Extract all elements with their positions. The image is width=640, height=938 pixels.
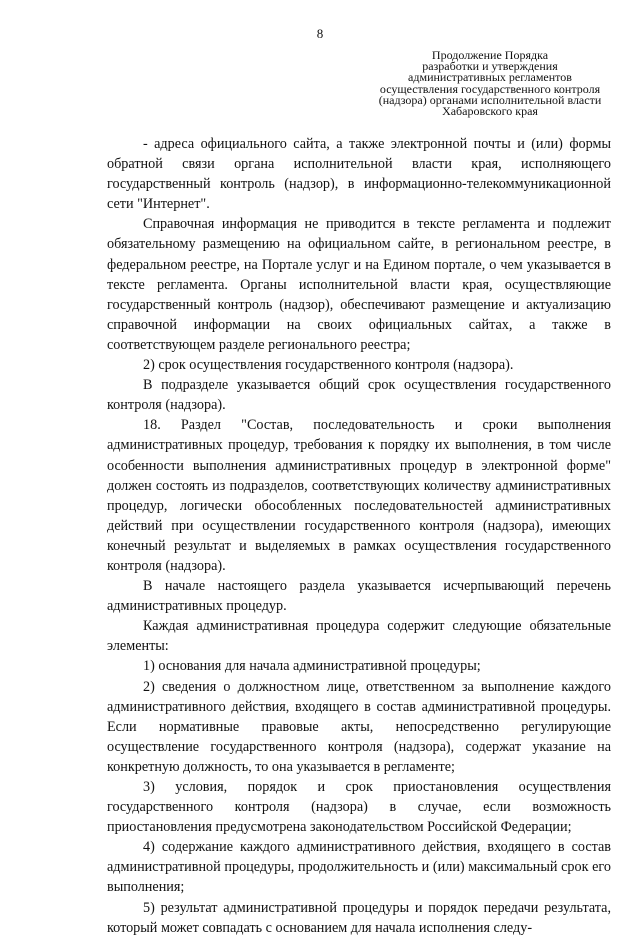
paragraph: - адреса официального сайта, а также электронной почты и (или) формы обратной связи органа исполнительной власти края, исполняющего государственный контроль (надзор), в информационно-телекоммуникационной сети "Интернет". bbox=[107, 136, 611, 213]
header-line: Хабаровского края bbox=[442, 104, 538, 119]
document-body bbox=[107, 134, 611, 938]
page-number: 8 bbox=[316, 26, 324, 41]
header-line: разработки и утверждения bbox=[422, 59, 558, 74]
header-line: Продолжение Порядка bbox=[431, 48, 549, 62]
paragraph: Справочная информация не приводится в тексте регламента и подлежит обязательному размещению на официальном сайте, в региональном реестре, в федеральном реестре, на Портале услуг и на Едином портале, о чем указывается в тексте регламента. Органы исполнительной власти края, осуществляющие государственный контроль (надзор), обеспечивают размещение и актуализацию справочной информации на своих официальных сайтах, а также в соответствующем разделе регионального реестра; bbox=[107, 216, 611, 353]
paragraph: 4) содержание каждого административного действия, входящего в состав административной процедуры, продолжительность и (или) максимальный срок его выполнения; bbox=[107, 839, 611, 896]
header-line: осуществления государственного контроля bbox=[379, 81, 601, 96]
header-line: административных регламентов bbox=[408, 70, 572, 85]
paragraph: 2) сведения о должностном лице, ответственном за выполнение каждого административного действия, входящего в состав административной процедуры. Если нормативные правовые акты, непосредственно регулирующие осуществление государственного контроля (надзора), содержат указание на конкретную должность, то она указывается в регламенте; bbox=[107, 678, 611, 775]
paragraph: Каждая административная процедура содержит следующие обязательные элементы: bbox=[107, 618, 611, 655]
header-line: (надзора) органами исполнительной власти bbox=[378, 92, 602, 107]
paragraph: 1) основания для начала административной процедуры; bbox=[143, 658, 481, 675]
paragraph: 3) условия, порядок и срок приостановления осуществления государственного контроля (надзора) в случае, если возможность приостановления предусмотрена законодательством Российской Федерации; bbox=[107, 779, 611, 836]
paragraph: 18. Раздел "Состав, последовательность и сроки выполнения административных процедур, требования к порядку их выполнения, в том числе особенности выполнения административных процедур в электронной форме" должен состоять из подразделов, соответствующих количеству административных процедур, логически обособленных последовательностей административных действий при осуществлении государственного контроля (надзора), имеющих конечный результат и выделяемых в рамках осуществления государственного контроля (надзора). bbox=[107, 417, 611, 574]
document-header bbox=[365, 50, 615, 117]
paragraph: 2) срок осуществления государственного контроля (надзора). bbox=[143, 357, 514, 374]
paragraph: В подразделе указывается общий срок осуществления государственного контроля (надзора). bbox=[107, 377, 611, 414]
paragraph: В начале настоящего раздела указывается исчерпывающий перечень административных процедур. bbox=[107, 578, 611, 615]
paragraph: 5) результат административной процедуры и порядок передачи результата, который может совпадать с основанием для начала исполнения следу- bbox=[107, 899, 611, 936]
